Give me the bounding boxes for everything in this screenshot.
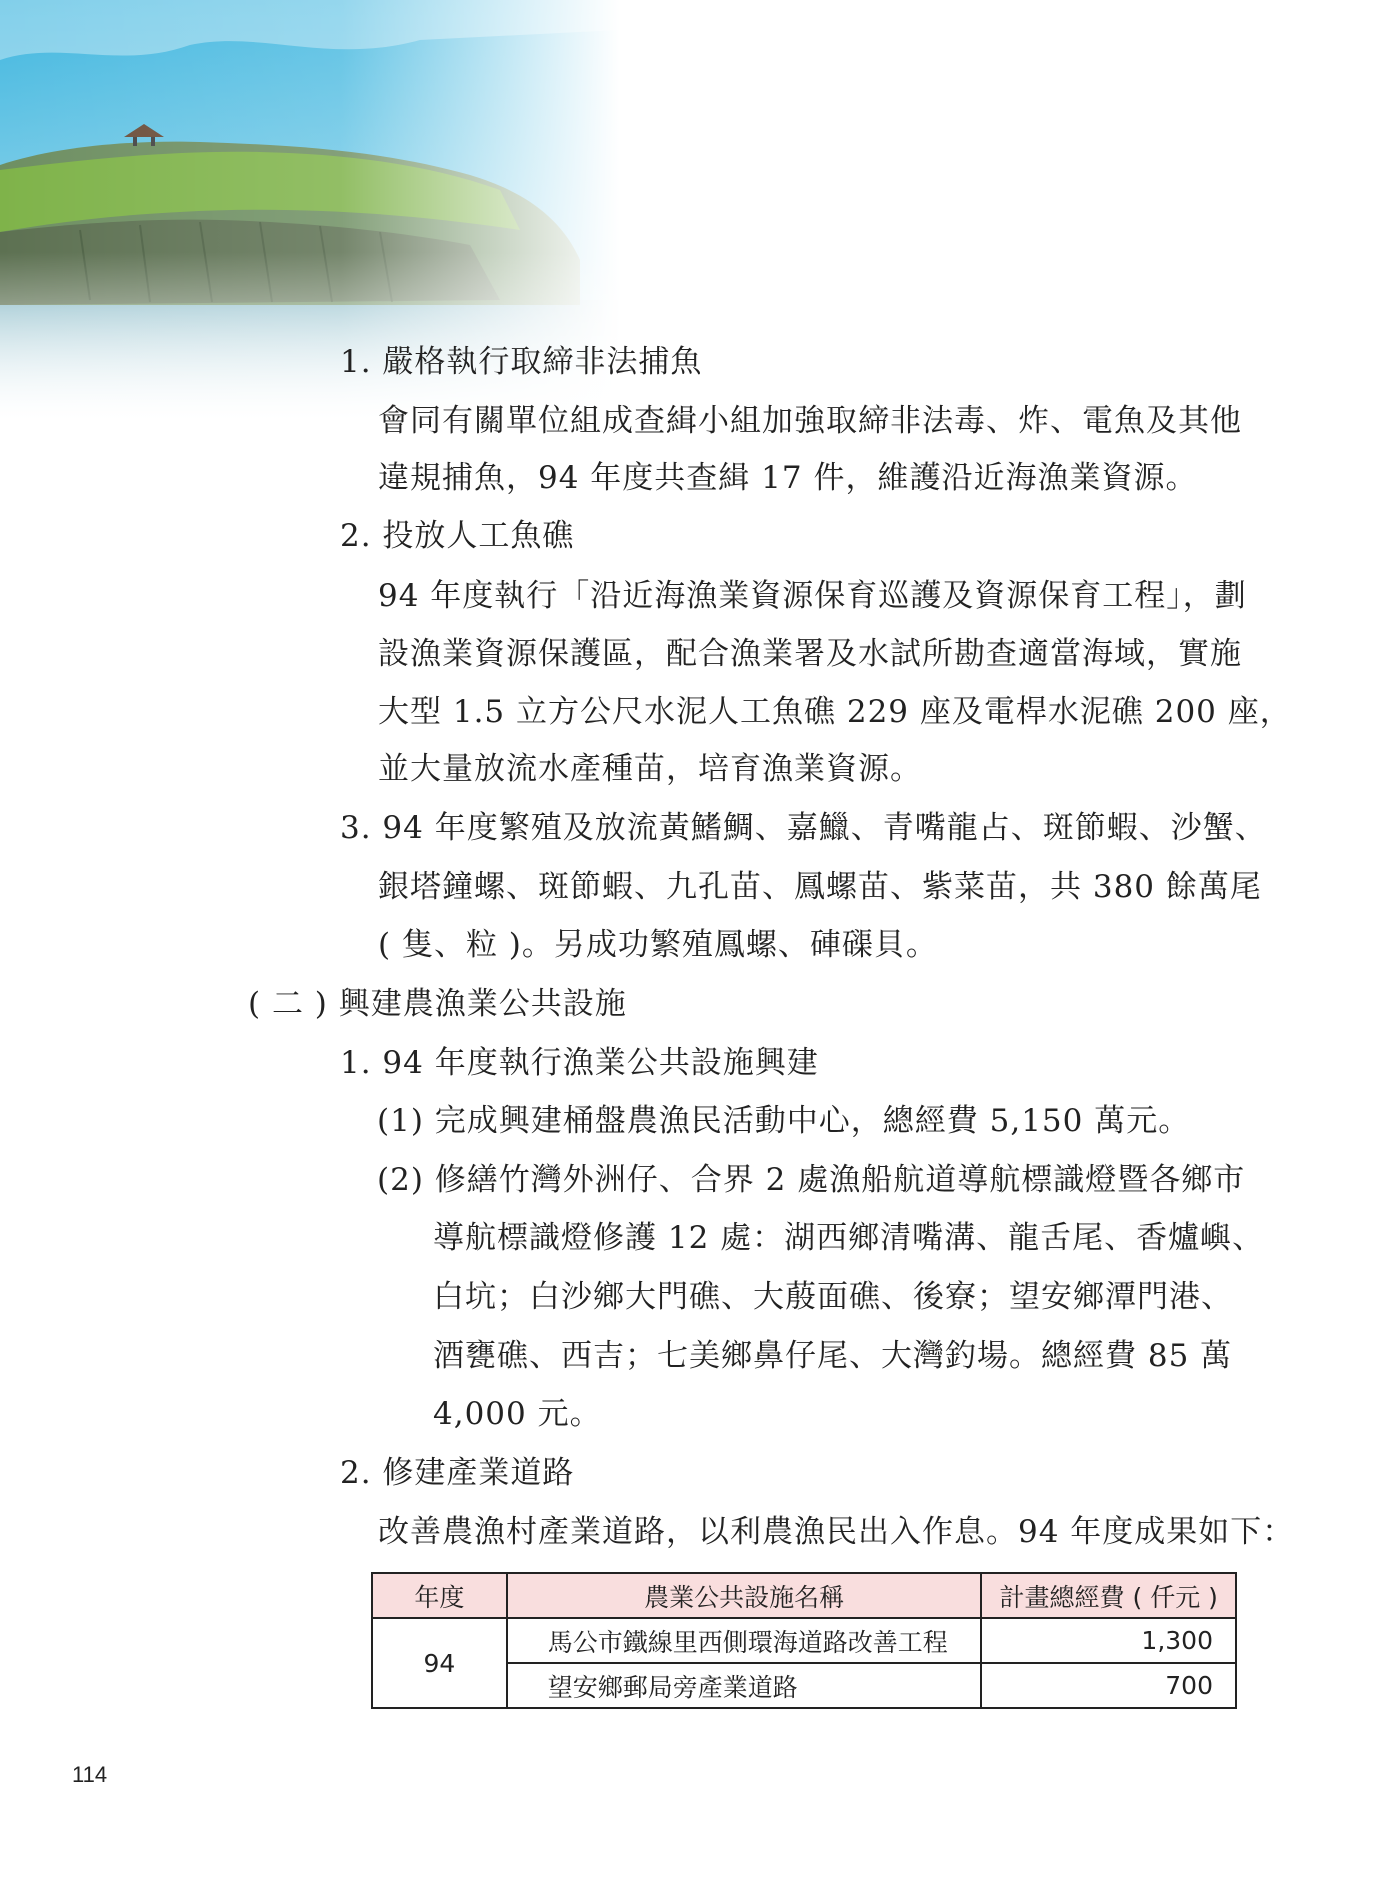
item2-body-line: 並大量放流水產種苗，培育漁業資源。 [378, 751, 922, 787]
column-header-total-cost: 計畫總經費 ( 仟元 ) [981, 1573, 1236, 1618]
section2-item1-sub2-line: (2) 修繕竹灣外洲仔、合界 2 處漁船航道導航標識燈暨各鄉市 [377, 1162, 1246, 1198]
item3-line: ( 隻、粒 )。另成功繁殖鳳螺、硨磲貝。 [378, 927, 938, 963]
section2-item2-heading: 2. 修建產業道路 [340, 1455, 575, 1491]
section2-item2-body: 改善農漁村產業道路，以利農漁民出入作息。94 年度成果如下： [378, 1514, 1295, 1550]
section2-item1-sub2-line: 導航標識燈修護 12 處：湖西鄉清嘴溝、龍舌尾、香爐嶼、 [433, 1220, 1265, 1256]
table-row [372, 1618, 1236, 1663]
item2-body-line: 94 年度執行「沿近海漁業資源保育巡護及資源保育工程」，劃 [378, 578, 1247, 614]
item3-line: 3. 94 年度繁殖及放流黃鰭鯛、嘉鱲、青嘴龍占、斑節蝦、沙蟹、 [340, 810, 1267, 846]
section2-item1-sub1: (1) 完成興建桶盤農漁民活動中心，總經費 5,150 萬元。 [377, 1103, 1191, 1139]
year-cell: 94 [372, 1618, 507, 1708]
table-header-row [372, 1573, 1236, 1618]
column-header-year: 年度 [372, 1573, 507, 1618]
item2-heading: 2. 投放人工魚礁 [340, 518, 575, 554]
public-facilities-table [371, 1572, 1237, 1709]
section2-item1-sub2-line: 酒甕礁、西吉；七美鄉鼻仔尾、大灣釣場。總經費 85 萬 [433, 1338, 1233, 1374]
section2-heading: ( 二 ) 興建農漁業公共設施 [248, 986, 627, 1022]
page-number: 114 [72, 1762, 108, 1787]
section2-item1-sub2-line: 白坑；白沙鄉大門礁、大蒑面礁、後寮；望安鄉潭門港、 [433, 1279, 1233, 1315]
item1-body-line: 會同有關單位組成查緝小組加強取締非法毒、炸、電魚及其他 [378, 403, 1242, 439]
section2-item1-sub2-line: 4,000 元。 [433, 1396, 602, 1432]
column-header-facility-name: 農業公共設施名稱 [507, 1573, 982, 1618]
item2-body-line: 大型 1.5 立方公尺水泥人工魚礁 229 座及電桿水泥礁 200 座， [378, 694, 1292, 730]
facility-name-cell: 望安鄉郵局旁產業道路 [507, 1663, 982, 1708]
cost-cell: 700 [981, 1663, 1236, 1708]
section2-item1-heading: 1. 94 年度執行漁業公共設施興建 [340, 1045, 819, 1081]
cost-cell: 1,300 [981, 1618, 1236, 1663]
item2-body-line: 設漁業資源保護區，配合漁業署及水試所勘查適當海域，實施 [378, 636, 1242, 672]
item3-line: 銀塔鐘螺、斑節蝦、九孔苗、鳳螺苗、紫菜苗，共 380 餘萬尾 [378, 869, 1262, 905]
item1-body-line: 違規捕魚，94 年度共查緝 17 件，維護沿近海漁業資源。 [378, 460, 1198, 496]
item1-heading: 1. 嚴格執行取締非法捕魚 [340, 344, 703, 380]
facility-name-cell: 馬公市鐵線里西側環海道路改善工程 [507, 1618, 982, 1663]
